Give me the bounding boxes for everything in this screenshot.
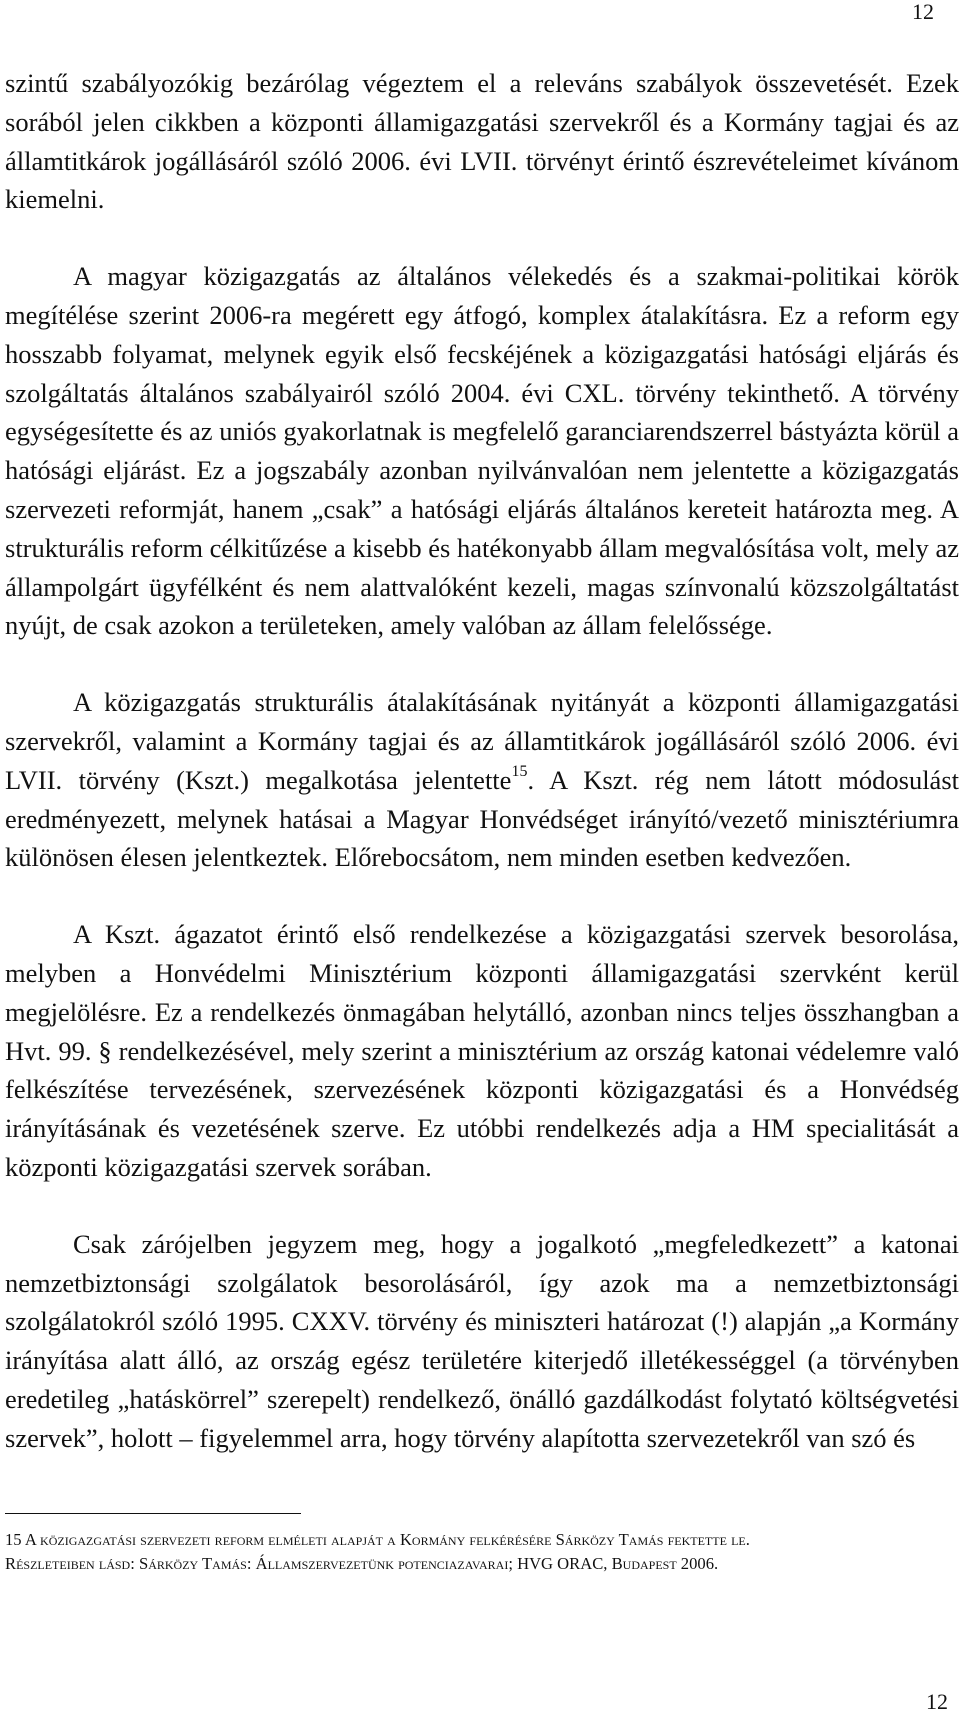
footnote-reference[interactable]: 15 [511,762,528,780]
paragraph-3 [5,683,959,877]
paragraph-3-text-after: . A Kszt. rég nem látott módosulást eredményezett, melynek hatásai a Magyar Honvédséget irányító/vezető minisztériumra különösen élesen jelentkeztek. Előrebocsátom, nem minden esetben kedvezően. [5,764,959,873]
page-number-bottom: 12 [926,1689,948,1714]
paragraph-3-text-before: A közigazgatás strukturális átalakításának nyitányát a központi államigazgatási szervekről, valamint a Kormány tagjai és az államtitkárok jogállásáról szóló 2006. évi LVII. törvény (Kszt.) megalkotása jelentette [5,687,959,795]
paragraph-1: szintű szabályozókig bezárólag végeztem el a releváns szabályok összevetését. Ezek sorából jelen cikkben a központi államigazgatási szervekről és a Kormány tagjai és az államtitkárok jogállásáról szóló 2006. évi LVII. törvényt érintő észrevételeimet kívánom kiemelni. [5,68,959,215]
page-number-top: 12 [912,0,934,24]
body-text [5,64,959,1458]
footnote [5,1528,959,1575]
footnote-divider [5,1513,301,1514]
paragraph-5: Csak zárójelben jegyzem meg, hogy a jogalkotó „megfeledkezett” a katonai nemzetbiztonsági szolgálatok besorolásáról, így azok ma a nemzetbiztonsági szolgálatokról szóló 1995. CXXV. törvény és miniszteri határozat (!) alapján „a Kormány irányítása alatt álló, az ország egész területére kiterjedő illetékességgel (a törvényben eredetileg „hatáskörrel” szerepelt) rendelkező, önálló gazdálkodást folytató költségvetési szervek”, holott – figyelemmel arra, hogy törvény alapította szervezetekről van szó és [5,1228,959,1453]
footnote-line-1: 15 A közigazgatási szervezeti reform elméleti alapját a Kormány felkérésére Sárközy Tamás fektette le. [5,1530,750,1549]
paragraph-4: A Kszt. ágazatot érintő első rendelkezése a közigazgatási szervek besorolása, melyben a Honvédelmi Minisztérium központi államigazgatási szervként kerül megjelölésre. Ez a rendelkezés önmagában helytálló, azonban nincs teljes összhangban a Hvt. 99. § rendelkezésével, mely szerint a minisztérium az ország katonai védelemre való felkészítése tervezésének, szervezésének központi közigazgatási és a Honvédség irányításának és vezetésének szerve. Ez utóbbi rendelkezés adja a HM specialitását a központi közigazgatási szervek sorában. [5,919,959,1182]
paragraph-2: A magyar közigazgatás az általános vélekedés és a szakmai-politikai körök megítélése szerint 2006-ra megérett egy átfogó, komplex átalakításra. Ez a reform egy hosszabb folyamat, melynek egyik első fecskéjének a közigazgatási hatósági eljárás és szolgáltatás általános szabályairól szóló 2004. évi CXL. törvény tekinthető. A törvény egységesítette és az uniós gyakorlatnak is megfelelő garanciarendszerrel bástyázta körül a hatósági eljárást. Ez a jogszabály azonban nyilvánvalóan nem jelentette a közigazgatás szervezeti reformját, hanem „csak” a hatósági eljárás általános kereteit határozta meg. A strukturális reform célkitűzése a kisebb és hatékonyabb állam megvalósítása volt, mely az állampolgárt ügyfélként és nem alattvalóként kezeli, magas színvonalú közszolgáltatást nyújt, de csak azokon a területeken, amely valóban az állam felelőssége. [5,261,959,641]
footnote-line-2: Részleteiben lásd: Sárközy Tamás: Államszervezetünk potenciazavarai; HVG ORAC, Budapest 2006. [5,1553,719,1573]
